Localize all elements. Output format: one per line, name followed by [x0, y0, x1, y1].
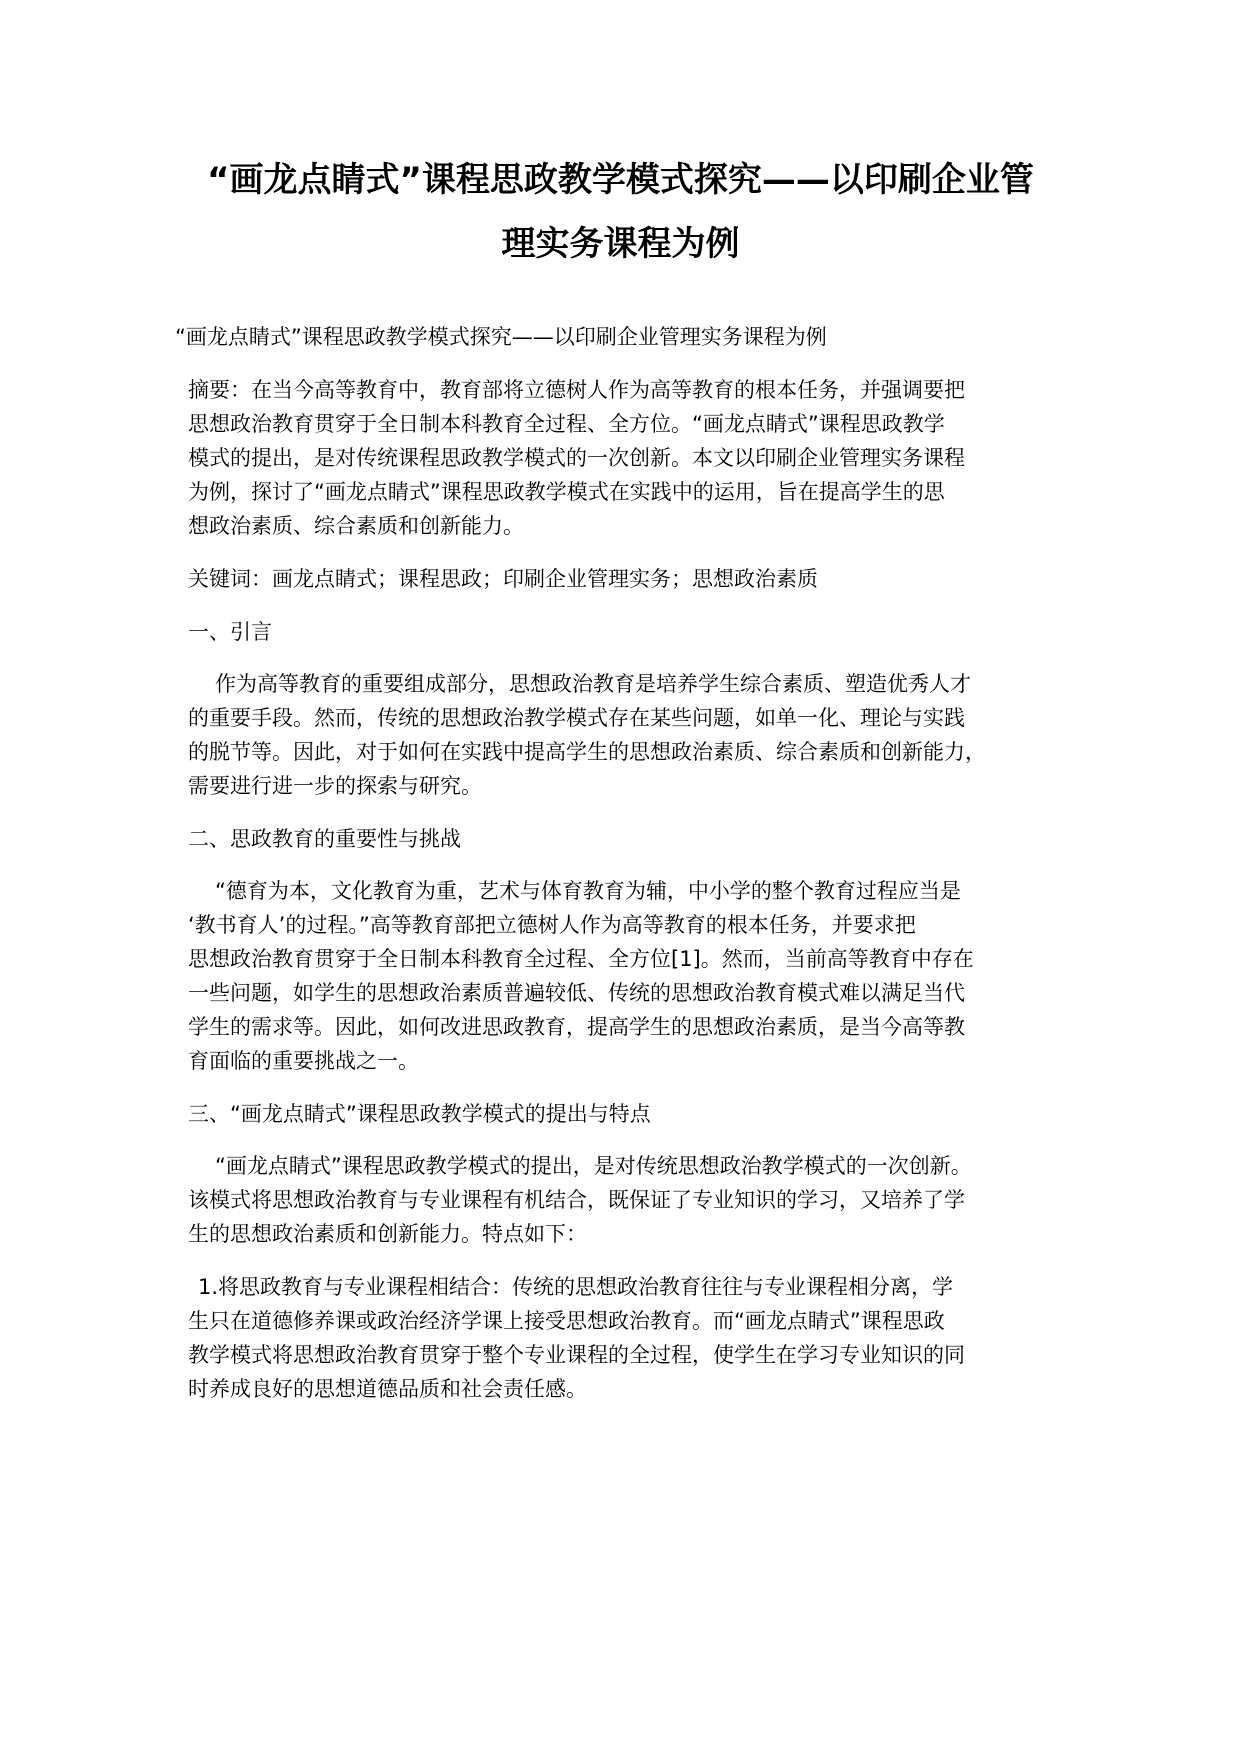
paragraph-line: 育面临的重要挑战之一。: [188, 1049, 419, 1073]
paragraph-line: 该模式将思想政治教育与专业课程有机结合，既保证了专业知识的学习，又培养了学: [188, 1188, 965, 1212]
paragraph-line: 的重要手段。然而，传统的思想政治教学模式存在某些问题，如单一化、理论与实践: [188, 706, 965, 730]
paragraph-line: 需要进行进一步的探索与研究。: [188, 774, 482, 798]
keywords: 关键词：画龙点睛式；课程思政；印刷企业管理实务；思想政治素质: [188, 567, 818, 591]
paragraph-line: 1.将思政教育与专业课程相结合：传统的思想政治教育往往与专业课程相分离，学: [198, 1275, 954, 1299]
abstract-line: 想政治素质、综合素质和创新能力。: [188, 514, 524, 538]
paragraph-line: 生的思想政治素质和创新能力。特点如下：: [188, 1222, 587, 1246]
paragraph-line: 生只在道德修养课或政治经济学课上接受思想政治教育。而“画龙点睛式”课程思政: [188, 1309, 945, 1333]
paragraph-line: 时养成良好的思想道德品质和社会责任感。: [188, 1377, 587, 1401]
document-title-line-2: 理实务课程为例: [501, 224, 740, 264]
abstract-line: 模式的提出，是对传统课程思政教学模式的一次创新。本文以印刷企业管理实务课程: [188, 446, 965, 470]
section-heading-introduction: 一、引言: [188, 620, 272, 644]
paragraph-line: 学生的需求等。因此，如何改进思政教育，提高学生的思想政治素质，是当今高等教: [188, 1015, 965, 1039]
abstract-line: 思想政治教育贯穿于全日制本科教育全过程、全方位。“画龙点睛式”课程思政教学: [188, 412, 945, 436]
section-heading-importance: 二、思政教育的重要性与挑战: [188, 827, 461, 851]
paragraph-line: 的脱节等。因此，对于如何在实践中提高学生的思想政治素质、综合素质和创新能力，: [188, 740, 986, 764]
subtitle: “画龙点睛式”课程思政教学模式探究——以印刷企业管理实务课程为例: [175, 325, 827, 349]
paragraph-line: ‘教书育人’的过程。”高等教育部把立德树人作为高等教育的根本任务，并要求把: [188, 913, 916, 937]
document-title-line-1: “画龙点睛式”课程思政教学模式探究——以印刷企业管: [207, 160, 1034, 200]
paragraph-line: 一些问题，如学生的思想政治素质普遍较低、传统的思想政治教育模式难以满足当代: [188, 981, 965, 1005]
abstract-line: 摘要：在当今高等教育中，教育部将立德树人作为高等教育的根本任务，并强调要把: [188, 378, 965, 402]
abstract-line: 为例，探讨了“画龙点睛式”课程思政教学模式在实践中的运用，旨在提高学生的思: [188, 480, 945, 504]
paragraph-line: “德育为本，文化教育为重，艺术与体育教育为辅，中小学的整个教育过程应当是: [215, 879, 961, 903]
paragraph-line: 作为高等教育的重要组成部分，思想政治教育是培养学生综合素质、塑造优秀人才: [215, 672, 971, 696]
paragraph-line: 思想政治教育贯穿于全日制本科教育全过程、全方位[1]。然而，当前高等教育中存在: [188, 947, 974, 971]
section-heading-model: 三、“画龙点睛式”课程思政教学模式的提出与特点: [188, 1102, 651, 1126]
paragraph-line: “画龙点睛式”课程思政教学模式的提出，是对传统思想政治教学模式的一次创新。: [215, 1154, 972, 1178]
paragraph-line: 教学模式将思想政治教育贯穿于整个专业课程的全过程，使学生在学习专业知识的同: [188, 1343, 965, 1367]
